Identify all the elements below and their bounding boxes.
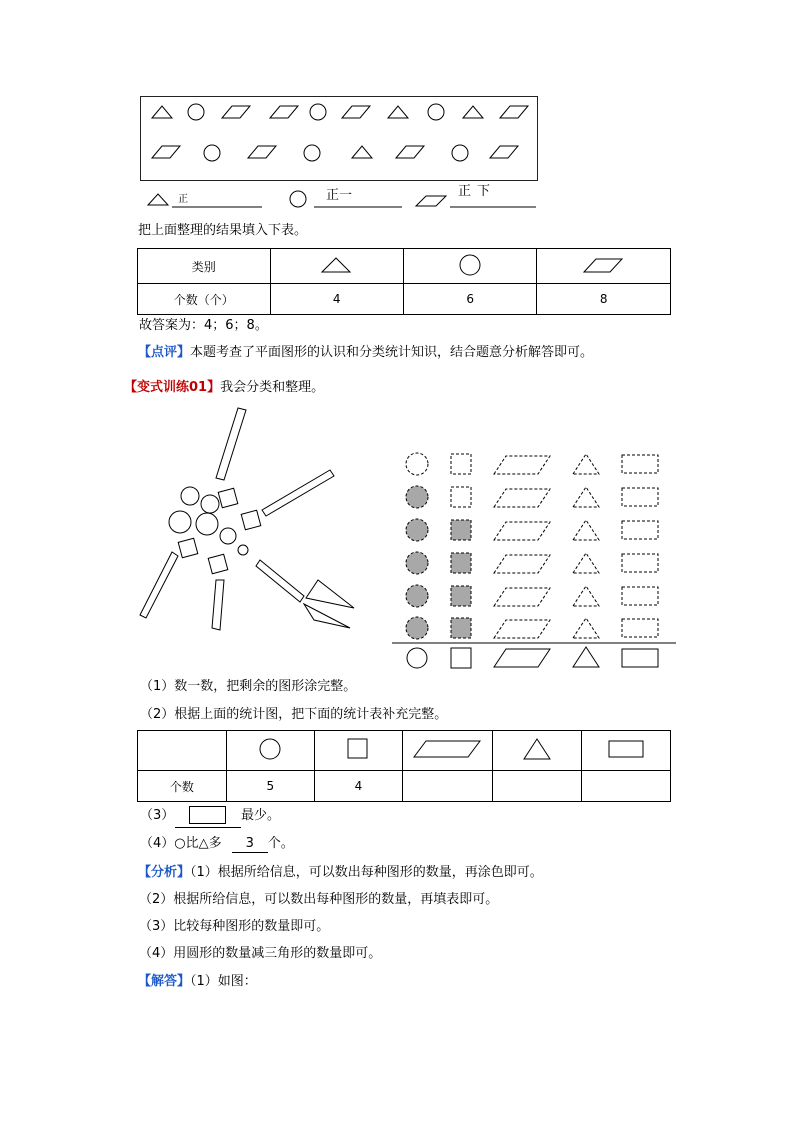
square-icon xyxy=(178,538,198,558)
answer-underline[interactable] xyxy=(175,827,241,828)
square-icon xyxy=(208,554,228,574)
question-4-suffix: 个。 xyxy=(267,836,294,851)
square-icon xyxy=(451,586,471,606)
circle-icon xyxy=(406,519,428,541)
exercise-title: 我会分类和整理。 xyxy=(220,380,325,395)
table-header-square xyxy=(314,731,402,771)
parallelogram-icon xyxy=(494,649,550,667)
table-header-parallelogram xyxy=(402,731,492,771)
solution-line xyxy=(138,974,257,990)
parallelogram-icon xyxy=(212,580,224,630)
analysis-line-1 xyxy=(138,865,543,881)
parallelogram-icon xyxy=(494,588,550,606)
table-header-circle xyxy=(226,731,314,771)
parallelogram-icon xyxy=(494,555,550,573)
table-row-label: 个数 xyxy=(138,771,227,802)
exercise-tag: 【变式训练01】 xyxy=(124,380,221,395)
square-icon xyxy=(218,488,238,508)
circle-icon xyxy=(406,453,428,475)
table-row-label: 个数（个） xyxy=(138,284,271,315)
table-header-rectangle xyxy=(581,731,670,771)
triangle-icon xyxy=(573,618,599,638)
square-icon xyxy=(451,618,471,638)
triangle-icon xyxy=(573,647,599,667)
triangle-icon xyxy=(573,553,599,573)
rectangle-icon xyxy=(622,649,658,667)
question-3-suffix: 最少。 xyxy=(241,808,281,823)
shape-tally-chart xyxy=(392,453,676,668)
tally-parallelogram: 正下 xyxy=(458,184,497,199)
table-header-label: 类别 xyxy=(138,249,271,284)
circle-icon xyxy=(406,617,428,639)
question-3-prefix: （3） xyxy=(140,808,175,823)
answer-line: 故答案为：4；6；8。 xyxy=(139,318,268,333)
analysis-tag: 【分析】 xyxy=(138,865,191,880)
circle-icon xyxy=(201,495,219,513)
parallelogram-icon xyxy=(494,522,550,540)
square-icon xyxy=(241,510,261,530)
circle-icon xyxy=(260,739,280,759)
circle-icon xyxy=(406,552,428,574)
table-header-triangle xyxy=(492,731,581,771)
table-cell[interactable] xyxy=(402,771,492,802)
analysis-line-2: （2）根据所给信息，可以数出每种图形的数量，再填表即可。 xyxy=(139,892,499,907)
circle-icon xyxy=(406,585,428,607)
triangle-icon xyxy=(306,580,354,608)
rectangle-icon xyxy=(622,455,658,473)
parallelogram-icon xyxy=(494,620,550,638)
square-icon xyxy=(451,454,471,474)
question-4 xyxy=(140,836,294,853)
triangle-icon xyxy=(524,739,550,759)
solution-tag: 【解答】 xyxy=(138,974,191,989)
analysis-text-1: （1）根据所给信息，可以数出每种图形的数量，再涂色即可。 xyxy=(190,865,543,880)
triangle-icon xyxy=(573,454,599,474)
rectangle-icon xyxy=(622,554,658,572)
square-icon xyxy=(451,520,471,540)
comment-tag: 【点评】 xyxy=(138,345,191,360)
circle-icon xyxy=(169,511,191,533)
instruction-fill-table: 把上面整理的结果填入下表。 xyxy=(138,223,308,238)
triangle-icon xyxy=(573,520,599,540)
solution-text: （1）如图： xyxy=(190,974,257,989)
square-icon xyxy=(348,739,367,758)
parallelogram-icon xyxy=(414,741,480,757)
parallelogram-icon xyxy=(494,456,550,474)
analysis-line-3: （3）比较每种图形的数量即可。 xyxy=(139,919,330,934)
rectangle-icon xyxy=(609,741,643,757)
triangle-icon xyxy=(573,487,599,507)
circle-icon xyxy=(196,513,218,535)
square-icon xyxy=(451,487,471,507)
parallelogram-icon xyxy=(494,489,550,507)
comment-text: 本题考查了平面图形的认识和分类统计知识，结合题意分析解答即可。 xyxy=(190,345,594,360)
triangle-icon xyxy=(573,586,599,606)
triangle-icon xyxy=(304,604,350,628)
rectangle-icon xyxy=(189,806,226,824)
count-table xyxy=(137,730,671,802)
question-4-prefix: （4）○比△多 xyxy=(140,836,222,851)
table-cell: 4 xyxy=(270,284,403,315)
rectangle-icon xyxy=(622,521,658,539)
table-cell[interactable] xyxy=(492,771,581,802)
table-corner xyxy=(138,731,227,771)
tally-triangle: 正 xyxy=(178,194,188,205)
rectangle-icon xyxy=(622,619,658,637)
rectangle-icon xyxy=(622,587,658,605)
circle-icon xyxy=(181,487,199,505)
tally-circle: 正一 xyxy=(326,188,353,203)
circle-icon xyxy=(407,648,427,668)
parallelogram-icon xyxy=(256,560,304,602)
table-cell: 5 xyxy=(226,771,314,802)
parallelogram-icon xyxy=(262,470,334,516)
circle-icon xyxy=(220,528,236,544)
table-cell: 4 xyxy=(314,771,402,802)
table-cell[interactable] xyxy=(581,771,670,802)
question-1: （1）数一数，把剩余的图形涂完整。 xyxy=(140,679,357,694)
square-icon xyxy=(451,553,471,573)
question-4-answer[interactable]: 3 xyxy=(232,836,268,853)
rectangle-icon xyxy=(622,488,658,506)
question-2: （2）根据上面的统计图，把下面的统计表补充完整。 xyxy=(140,707,448,722)
table-cell: 8 xyxy=(537,284,671,315)
circle-icon xyxy=(238,545,248,555)
square-icon xyxy=(451,648,471,668)
parallelogram-icon xyxy=(140,552,178,618)
parallelogram-icon xyxy=(216,408,246,480)
table-cell: 6 xyxy=(403,284,536,315)
circle-icon xyxy=(406,486,428,508)
analysis-line-4: （4）用圆形的数量减三角形的数量即可。 xyxy=(139,946,382,961)
